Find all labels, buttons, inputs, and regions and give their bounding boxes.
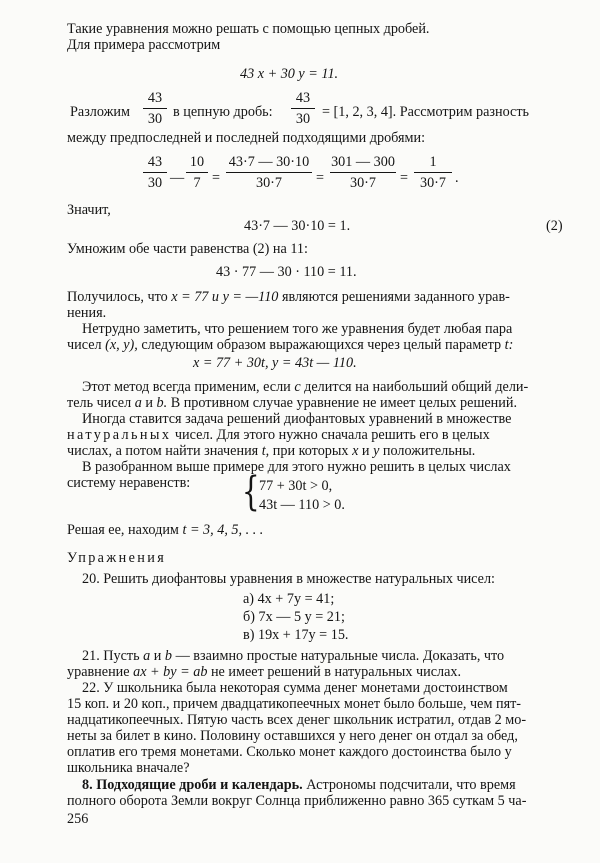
operator: — [170, 170, 185, 186]
exercise-text: неты за билет в кино. Половину оставшихся у него денег он отдал за обед, [67, 728, 518, 744]
operator: . [455, 170, 459, 186]
text-line: Значит, [67, 202, 111, 218]
text-line: Иногда ставится задача решений диофантовых уравнений в множестве [82, 411, 512, 427]
text-line: числах, а потом найти значения t, при которых x и y положительны. [67, 443, 476, 459]
text-line: Для примера рассмотрим [67, 37, 221, 53]
inequality: 43t — 110 > 0. [259, 497, 345, 513]
page-number: 256 [67, 811, 89, 827]
text-line: Решая ее, находим t = 3, 4, 5, . . . [67, 522, 264, 538]
exercise-text: уравнение ax + by = ab не имеет решений в натуральных числах. [67, 664, 462, 680]
exercise-text: 15 коп. и 20 коп., причем двадцатикопеечных монет было больше, чем пят- [67, 696, 522, 712]
section-title: 8. Подходящие дроби и календарь. [82, 777, 303, 793]
text-line: Нетрудно заметить, что решением того же уравнения будет любая пара [82, 321, 513, 337]
exercise-item: б) 7x — 5 y = 21; [243, 609, 345, 625]
fraction: 301 — 300 30·7 [331, 154, 395, 191]
text-line: полного оборота Земли вокруг Солнца приближенно равно 365 суткам 5 ча- [67, 793, 527, 809]
equation-number: (2) [546, 218, 563, 234]
text-line: Разложим [70, 104, 130, 120]
fraction: 1 30·7 [414, 154, 452, 191]
text-line: Получилось, что x = 77 и y = —110 являются решениями заданного урав- [67, 289, 510, 305]
text-line: Этот метод всегда применим, если c делится на наибольший общий дели- [82, 379, 529, 395]
equation-2: 43·7 — 30·10 = 1. [244, 218, 351, 234]
text-line: чисел (x, y), следующим образом выражающихся через целый параметр t: [67, 337, 514, 353]
inequality: 77 + 30t > 0, [259, 478, 333, 494]
fraction: 43 30 [291, 90, 315, 127]
equation-1: 43 x + 30 y = 11. [240, 66, 339, 82]
exercise-item: а) 4x + 7y = 41; [243, 591, 335, 607]
exercise-text: оплатив его тремя монетами. Сколько монет каждого достоинства было у [67, 744, 512, 760]
text-line: Такие уравнения можно решать с помощью цепных дробей. [67, 21, 430, 37]
section-heading: Упражнения [67, 550, 167, 566]
fraction: 43·7 — 30·10 30·7 [226, 154, 312, 191]
text-line: в цепную дробь: [173, 104, 273, 120]
exercise-text: 21. Пусть a и b — взаимно простые натуральные числа. Доказать, что [82, 648, 505, 664]
exercise-text: надцатикопеечных. Пятую часть всех денег школьник истратил, отдав 2 мо- [67, 712, 527, 728]
text-line: между предпоследней и последней подходящими дробями: [67, 130, 426, 146]
exercise-text: 20. Решить диофантовы уравнения в множестве натуральных чисел: [82, 571, 495, 587]
fraction: 43 30 [143, 154, 167, 191]
text-line: В разобранном выше примере для этого нужно решить в целых числах [82, 459, 511, 475]
fraction: 10 7 [186, 154, 208, 191]
text-line: систему неравенств: [67, 475, 191, 491]
text-line: тель чисел a и b. В противном случае уравнение не имеет целых решений. [67, 395, 517, 411]
system-brace: { [241, 469, 260, 515]
exercise-text: 22. У школьника была некоторая сумма денег монетами достоинством [82, 680, 508, 696]
text-line: = [1, 2, 3, 4]. Рассмотрим разность [322, 104, 530, 120]
operator: = [212, 170, 221, 186]
equation-3: 43 · 77 — 30 · 110 = 11. [216, 264, 357, 280]
equation-4: x = 77 + 30t, y = 43t — 110. [193, 355, 357, 371]
exercise-text: школьника вначале? [67, 760, 190, 776]
operator: = [316, 170, 325, 186]
fraction: 43 30 [143, 90, 167, 127]
exercise-item: в) 19x + 17y = 15. [243, 627, 349, 643]
text-line: нения. [67, 305, 107, 321]
text-line: натуральных чисел. Для этого нужно сначала решить его в целых [67, 427, 490, 443]
text-line: 8. Подходящие дроби и календарь. Астрономы подсчитали, что время [82, 777, 516, 793]
operator: = [400, 170, 409, 186]
text-line: Умножим обе части равенства (2) на 11: [67, 241, 308, 257]
